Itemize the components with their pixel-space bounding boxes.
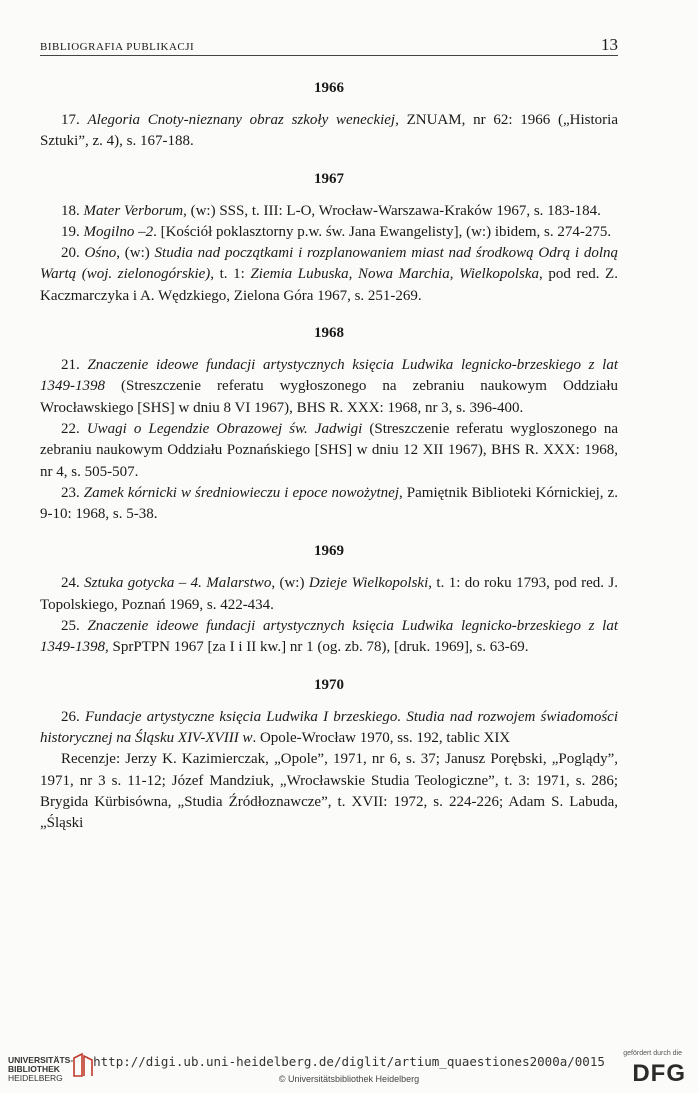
entry-details: . [Kościół poklasztorny p.w. św. Jana Ewangelisty], (w:) ibidem, s. 274-275. xyxy=(153,223,612,240)
entry-title: Znaczenie ideowe fundacji artystycznych księcia Ludwika legnicko-brzeskiego z lat 1349-1398 xyxy=(40,357,618,395)
running-title: BIBLIOGRAFIA PUBLIKACJI xyxy=(40,41,195,53)
entry-volume-title: Ziemia Lubuska, Nowa Marchia, Wielkopolska xyxy=(250,266,540,283)
bib-entry-18 xyxy=(40,201,618,222)
entry-title: Ośno xyxy=(84,245,117,262)
entry-source-title: Studia nad początkami i rozplanowaniem miast nad środkową Odrą i dolną Wartą (woj. zielonogórskie) xyxy=(40,245,619,283)
entry-details: . Opole-Wrocław 1970, ss. 192, tablic XIX xyxy=(252,729,511,746)
entry-number: 21. xyxy=(61,357,88,374)
entry-details: , t. 1: do roku 1793, pod red. J. Topolskiego, Poznań 1969, s. 422-434. xyxy=(40,575,619,613)
entry-title: Zamek kórnicki w średniowieczu i epoce nowożytnej xyxy=(83,484,399,501)
year-heading-1968: 1968 xyxy=(314,325,344,342)
funding-label: gefördert durch die xyxy=(623,1050,682,1057)
entry-connector: , (w:) xyxy=(116,245,155,262)
bib-entry-22 xyxy=(40,419,618,483)
entry-connector: , (w:) xyxy=(271,575,309,592)
entry-details: , (w:) SSS, t. III: L-O, Wrocław-Warszawa-Kraków 1967, s. 183-184. xyxy=(183,202,601,219)
entry-details: , ZNUAM, nr 62: 1966 („Historia Sztuki”, z. 4), s. 167-188. xyxy=(40,112,618,150)
reviews-paragraph: Recenzje: Jerzy K. Kazimierczak, „Opole”, 1971, nr 6, s. 37; Janusz Porębski, „Poglądy”, 1971, nr 3 s. 11-12; Józef Mandziuk, „Wrocławskie Studia Teologiczne”, t. 3: 1971, s. 286; Brygida Kürbisówna, „Studia Źródłoznawcze”, t. XVII: 1972, s. 224-226; Adam S. Labuda, „Śląski xyxy=(40,751,618,832)
entry-number: 24. xyxy=(61,575,85,592)
year-heading-1966: 1966 xyxy=(314,80,344,96)
entry-title: Fundacje artystyczne księcia Ludwika I brzeskiego. Studia nad rozwojem świadomości historycznej na Śląsku XIV-XVIII w xyxy=(40,708,619,746)
page-number: 13 xyxy=(601,35,618,54)
permalink-url[interactable]: http://digi.ub.uni-heidelberg.de/diglit/artium_quaestiones2000a/0015 xyxy=(93,1054,605,1069)
digitization-footer xyxy=(0,1046,698,1093)
bib-entry-19 xyxy=(40,222,618,243)
entry-connector: , t. 1: xyxy=(210,266,251,283)
entry-title: Mater Verborum xyxy=(83,202,184,219)
entry-details: (Streszczenie referatu wygloszonego na zebraniu naukowym Oddziału Poznańskiego [SHS] w dniu 12 XII 1967), BHS R. XXX: 1968, nr 4, s. 505-507. xyxy=(40,420,619,480)
entry-title: Mogilno –2 xyxy=(83,223,154,240)
entry-number: 17. xyxy=(61,112,88,128)
entry-number: 22. xyxy=(61,420,87,437)
bib-entry-17 xyxy=(40,110,618,153)
entry-source-title: Dzieje Wielkopolski xyxy=(308,575,429,592)
library-name-line3: HEIDELBERG xyxy=(8,1073,63,1083)
document-page xyxy=(40,36,618,834)
library-name-line2: BIBLIOTHEK xyxy=(8,1064,60,1074)
entry-details: , Pamiętnik Biblioteki Kórnickiej, z. 9-10: 1968, s. 5-38. xyxy=(40,484,618,523)
library-name-line1: UNIVERSITÄTS- xyxy=(8,1055,74,1065)
entry-details: , SprPTPN 1967 [za I i II kw.] nr 1 (og. zb. 78), [druk. 1969], s. 63-69. xyxy=(105,639,529,656)
year-heading-1969: 1969 xyxy=(314,543,344,560)
bib-entry-23 xyxy=(40,483,618,526)
entry-number: 20. xyxy=(61,245,85,262)
entry-number: 26. xyxy=(61,708,85,725)
bib-entry-24 xyxy=(40,573,618,616)
entry-number: 23. xyxy=(61,484,84,501)
bib-entry-25 xyxy=(40,616,618,659)
entry-number: 18. xyxy=(61,202,84,219)
year-heading-1970: 1970 xyxy=(314,676,344,693)
entry-number: 19. xyxy=(61,223,84,240)
bib-entry-20 xyxy=(40,243,618,307)
entry-title: Uwagi o Legendzie Obrazowej św. Jadwigi xyxy=(86,420,363,437)
entry-title: Sztuka gotycka – 4. Malarstwo xyxy=(84,575,272,592)
entry-details: , pod red. Z. Kaczmarczyka i A. Wędzkiego, Zielona Góra 1967, s. 251-269. xyxy=(40,266,618,304)
year-heading-1967: 1967 xyxy=(314,170,344,187)
entry-title: Znaczenie ideowe fundacji artystycznych księcia Ludwika legnicko-brzeskiego z lat 1349-1398 xyxy=(40,618,618,656)
bib-entry-26 xyxy=(40,707,618,750)
entry-details: (Streszczenie referatu wygłoszonego na zebraniu naukowym Oddziału Wrocławskiego [SHS] w dniu 8 VI 1967), BHS R. XXX: 1968, nr 3, s. 396-400. xyxy=(40,378,618,416)
entry-title: Alegoria Cnoty-nieznany obraz szkoły weneckiej xyxy=(87,112,396,128)
page-header xyxy=(40,36,618,56)
entry-number: 25. xyxy=(61,618,88,635)
copyright-notice: © Universitätsbibliothek Heidelberg xyxy=(278,1074,420,1084)
bib-entry-21 xyxy=(40,355,618,419)
dfg-logo[interactable]: DFG xyxy=(632,1060,686,1087)
